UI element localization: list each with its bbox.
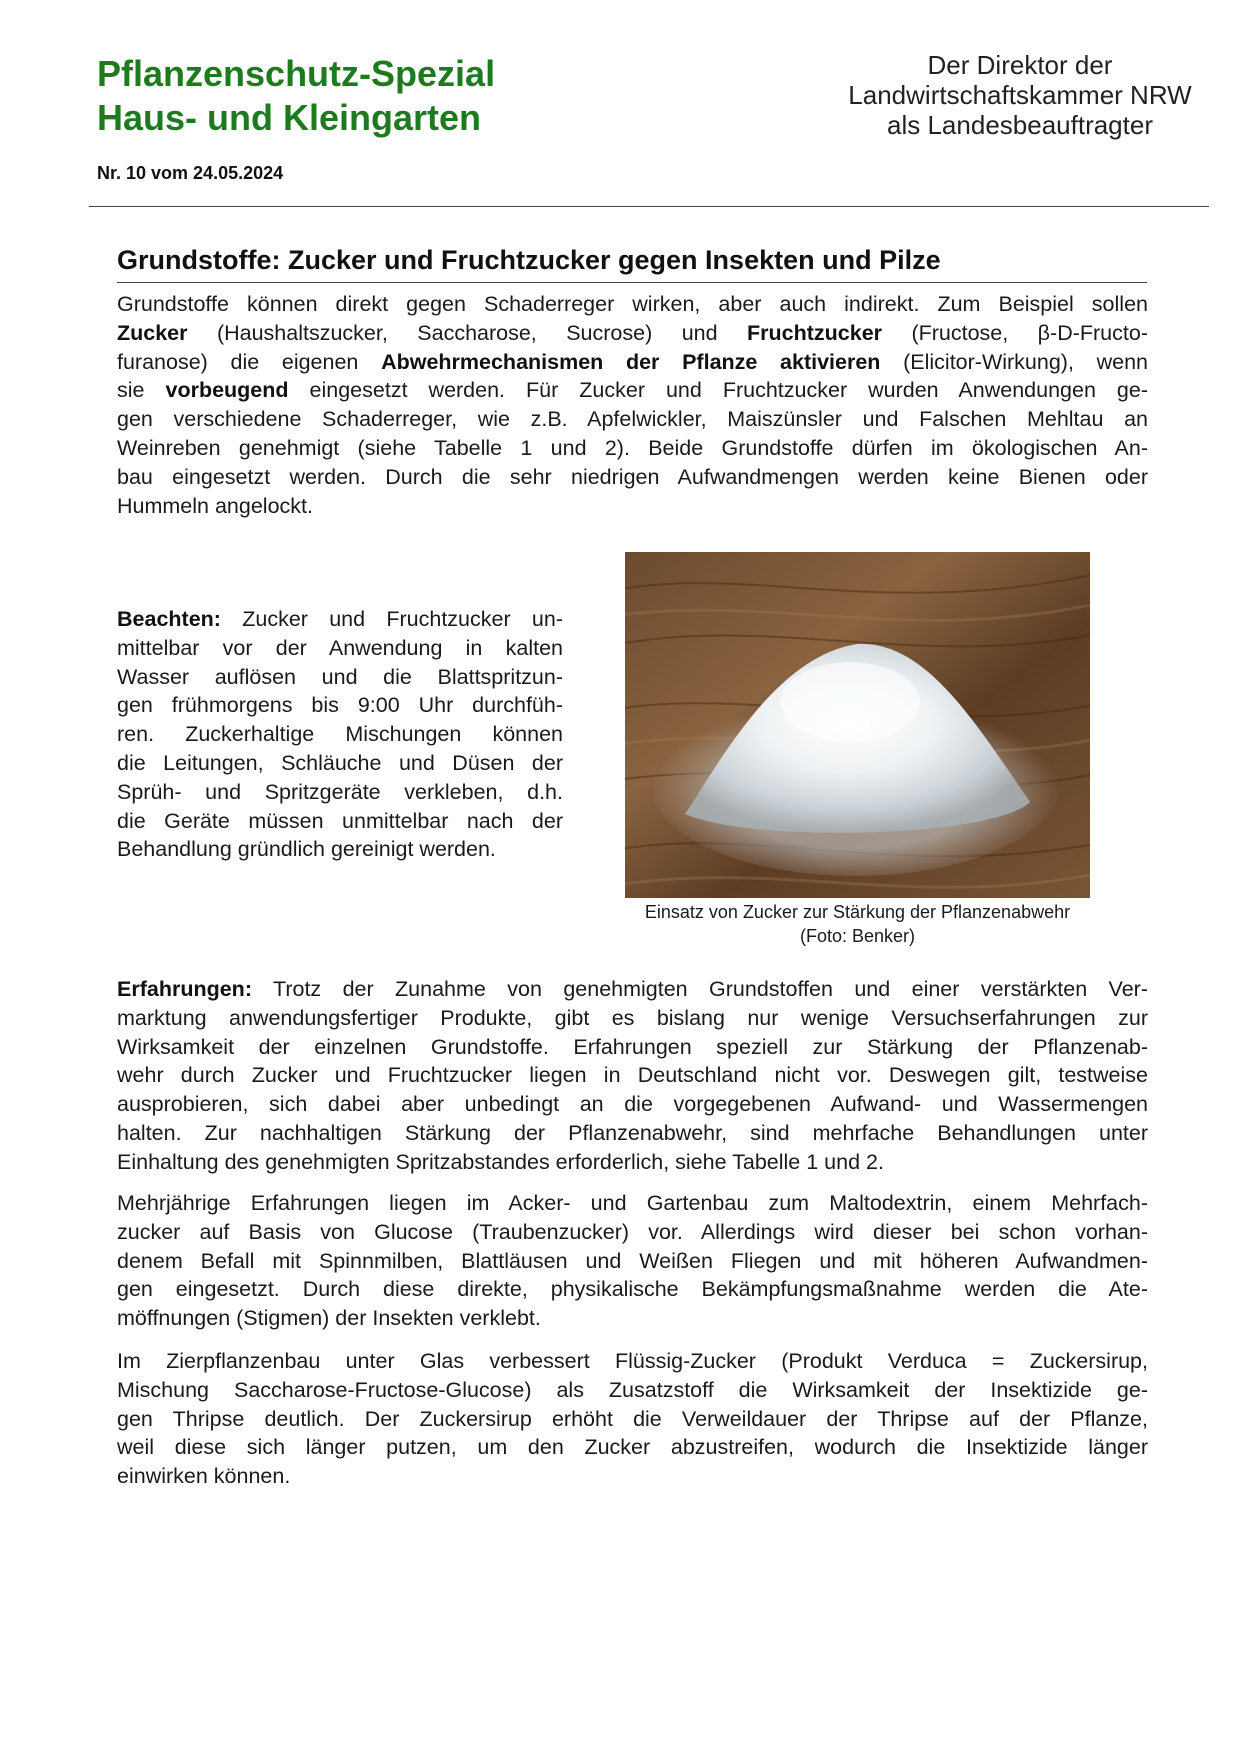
- experience-line-1-text: Trotz der Zunahme von genehmigten Grundstoffen und einer verstärkten Ver-: [251, 977, 1148, 1001]
- intro-line-1: Grundstoffe können direkt gegen Schaderreger wirken, aber auch indirekt. Zum Beispiel sollen: [117, 292, 1148, 316]
- experience-line-6: halten. Zur nachhaltigen Stärkung der Pflanzenabwehr, sind mehrfache Behandlungen unter: [117, 1120, 1148, 1145]
- photo-caption: [575, 900, 1140, 948]
- term-zucker: Zucker: [117, 320, 188, 345]
- maltodextrin-line-4: gen eingesetzt. Durch diese direkte, physikalische Bekämpfungsmaßnahme werden die Ate-: [117, 1277, 1148, 1302]
- note-line-3: Wasser auflösen und die Blattspritzun-: [117, 664, 563, 689]
- note-label: Beachten:: [117, 607, 221, 631]
- intro-line-4-text-a: sie: [117, 378, 166, 403]
- note-line-2: mittelbar vor der Anwendung in kalten: [117, 635, 563, 660]
- maltodextrin-line-5: möffnungen (Stigmen) der Insekten verklebt.: [117, 1306, 541, 1331]
- experience-line-7: Einhaltung des genehmigten Spritzabstandes erforderlich, siehe Tabelle 1 und 2.: [117, 1149, 884, 1174]
- maltodextrin-paragraph: [117, 1189, 1148, 1333]
- experience-line-4: wehr durch Zucker und Fruchtzucker liegen in Deutschland nicht vor. Deswegen gilt, testweise: [117, 1063, 1148, 1088]
- note-line-1: [117, 605, 563, 634]
- note-line-6: die Leitungen, Schläuche und Düsen der: [117, 750, 563, 775]
- note-line-9: Behandlung gründlich gereinigt werden.: [117, 837, 496, 862]
- experience-line-2: marktung anwendungsfertiger Produkte, gibt es bislang nur wenige Versuchserfahrungen zur: [117, 1005, 1148, 1030]
- intro-line-3-text-b: (Elicitor-Wirkung), wenn: [880, 349, 1148, 374]
- intro-line-2-text-a: (Haushaltszucker, Saccharose, Sucrose) und: [187, 320, 748, 345]
- greenhouse-line-5: einwirken können.: [117, 1464, 291, 1489]
- experience-label: Erfahrungen:: [117, 977, 252, 1001]
- term-fruchtzucker: Fruchtzucker: [747, 320, 883, 345]
- note-paragraph: [117, 605, 563, 864]
- intro-paragraph: [117, 290, 1148, 520]
- intro-line-5: gen verschiedene Schaderreger, wie z.B. Apfelwickler, Maiszünsler und Falschen Mehltau an: [117, 407, 1148, 432]
- issuer-line-1: Der Direktor der: [927, 50, 1113, 80]
- intro-line-6: Weinreben genehmigt (siehe Tabelle 1 und 2). Beide Grundstoffe dürfen im ökologischen An-: [117, 435, 1148, 460]
- greenhouse-line-4: weil diese sich länger putzen, um den Zucker abzustreifen, wodurch die Insektizide länger: [117, 1435, 1148, 1460]
- experience-line-5: ausprobieren, sich dabei aber unbedingt an die vorgegebenen Aufwand- und Wassermengen: [117, 1092, 1148, 1117]
- maltodextrin-line-3: denem Befall mit Spinnmilben, Blattläusen und Weißen Fliegen und mit höheren Aufwandmen-: [117, 1248, 1148, 1273]
- maltodextrin-line-2: zucker auf Basis von Glucose (Traubenzucker) vor. Allerdings wird dieser bei schon vorhan-: [117, 1219, 1148, 1244]
- experience-paragraph: [117, 975, 1148, 1177]
- intro-line-4: [117, 376, 1148, 405]
- publication-title: [97, 52, 657, 140]
- header-divider: [89, 206, 1209, 207]
- intro-line-3: [117, 348, 1148, 377]
- article-headline: Grundstoffe: Zucker und Fruchtzucker gegen Insekten und Pilze: [117, 244, 1147, 283]
- publication-title-line-2: Haus- und Kleingarten: [97, 97, 482, 138]
- intro-line-4-text-b: eingesetzt werden. Für Zucker und Fruchtzucker wurden Anwendungen ge-: [288, 378, 1148, 403]
- note-line-7: Sprüh- und Spritzgeräte verkleben, d.h.: [117, 779, 563, 804]
- greenhouse-line-3: gen Thripse deutlich. Der Zuckersirup erhöht die Verweildauer der Thripse auf der Pflanze,: [117, 1406, 1148, 1431]
- intro-line-7: bau eingesetzt werden. Durch die sehr niedrigen Aufwandmengen werden keine Bienen oder: [117, 464, 1148, 489]
- note-line-8: die Geräte müssen unmittelbar nach der: [117, 808, 563, 833]
- note-line-1-text: Zucker und Fruchtzucker un-: [220, 607, 563, 631]
- term-vorbeugend: vorbeugend: [165, 378, 289, 403]
- issuer-line-3: als Landesbeauftragter: [887, 110, 1153, 140]
- caption-line-2: (Foto: Benker): [799, 926, 916, 946]
- sugar-photo: [625, 552, 1090, 898]
- greenhouse-line-1: Im Zierpflanzenbau unter Glas verbessert Flüssig-Zucker (Produkt Verduca = Zuckersirup,: [117, 1349, 1148, 1373]
- issuer-block: [830, 50, 1210, 140]
- publication-title-line-1: Pflanzenschutz-Spezial: [97, 53, 496, 94]
- intro-line-2-text-b: (Fructose, β-D-Fructo-: [882, 320, 1148, 345]
- caption-line-1: Einsatz von Zucker zur Stärkung der Pflanzenabwehr: [644, 902, 1071, 922]
- greenhouse-line-2: Mischung Saccharose-Fructose-Glucose) als Zusatzstoff die Wirksamkeit der Insektizide ge-: [117, 1377, 1148, 1402]
- issuer-line-2: Landwirtschaftskammer NRW: [848, 80, 1192, 110]
- intro-line-2: [117, 319, 1148, 348]
- issue-number: Nr. 10 vom 24.05.2024: [97, 163, 284, 183]
- term-abwehrmechanismen: Abwehrmechanismen der Pflanze aktivieren: [381, 349, 881, 374]
- intro-line-3-text-a: furanose) die eigenen: [117, 349, 382, 374]
- note-line-5: ren. Zuckerhaltige Mischungen können: [117, 722, 563, 747]
- note-line-4: gen frühmorgens bis 9:00 Uhr durchfüh-: [117, 693, 563, 718]
- experience-line-1: [117, 975, 1148, 1004]
- intro-line-8: Hummeln angelockt.: [117, 493, 313, 518]
- maltodextrin-line-1: Mehrjährige Erfahrungen liegen im Acker- und Gartenbau zum Maltodextrin, einem Mehrfach-: [117, 1191, 1148, 1215]
- experience-line-3: Wirksamkeit der einzelnen Grundstoffe. Erfahrungen speziell zur Stärkung der Pflanzenab-: [117, 1034, 1148, 1059]
- greenhouse-paragraph: [117, 1347, 1148, 1491]
